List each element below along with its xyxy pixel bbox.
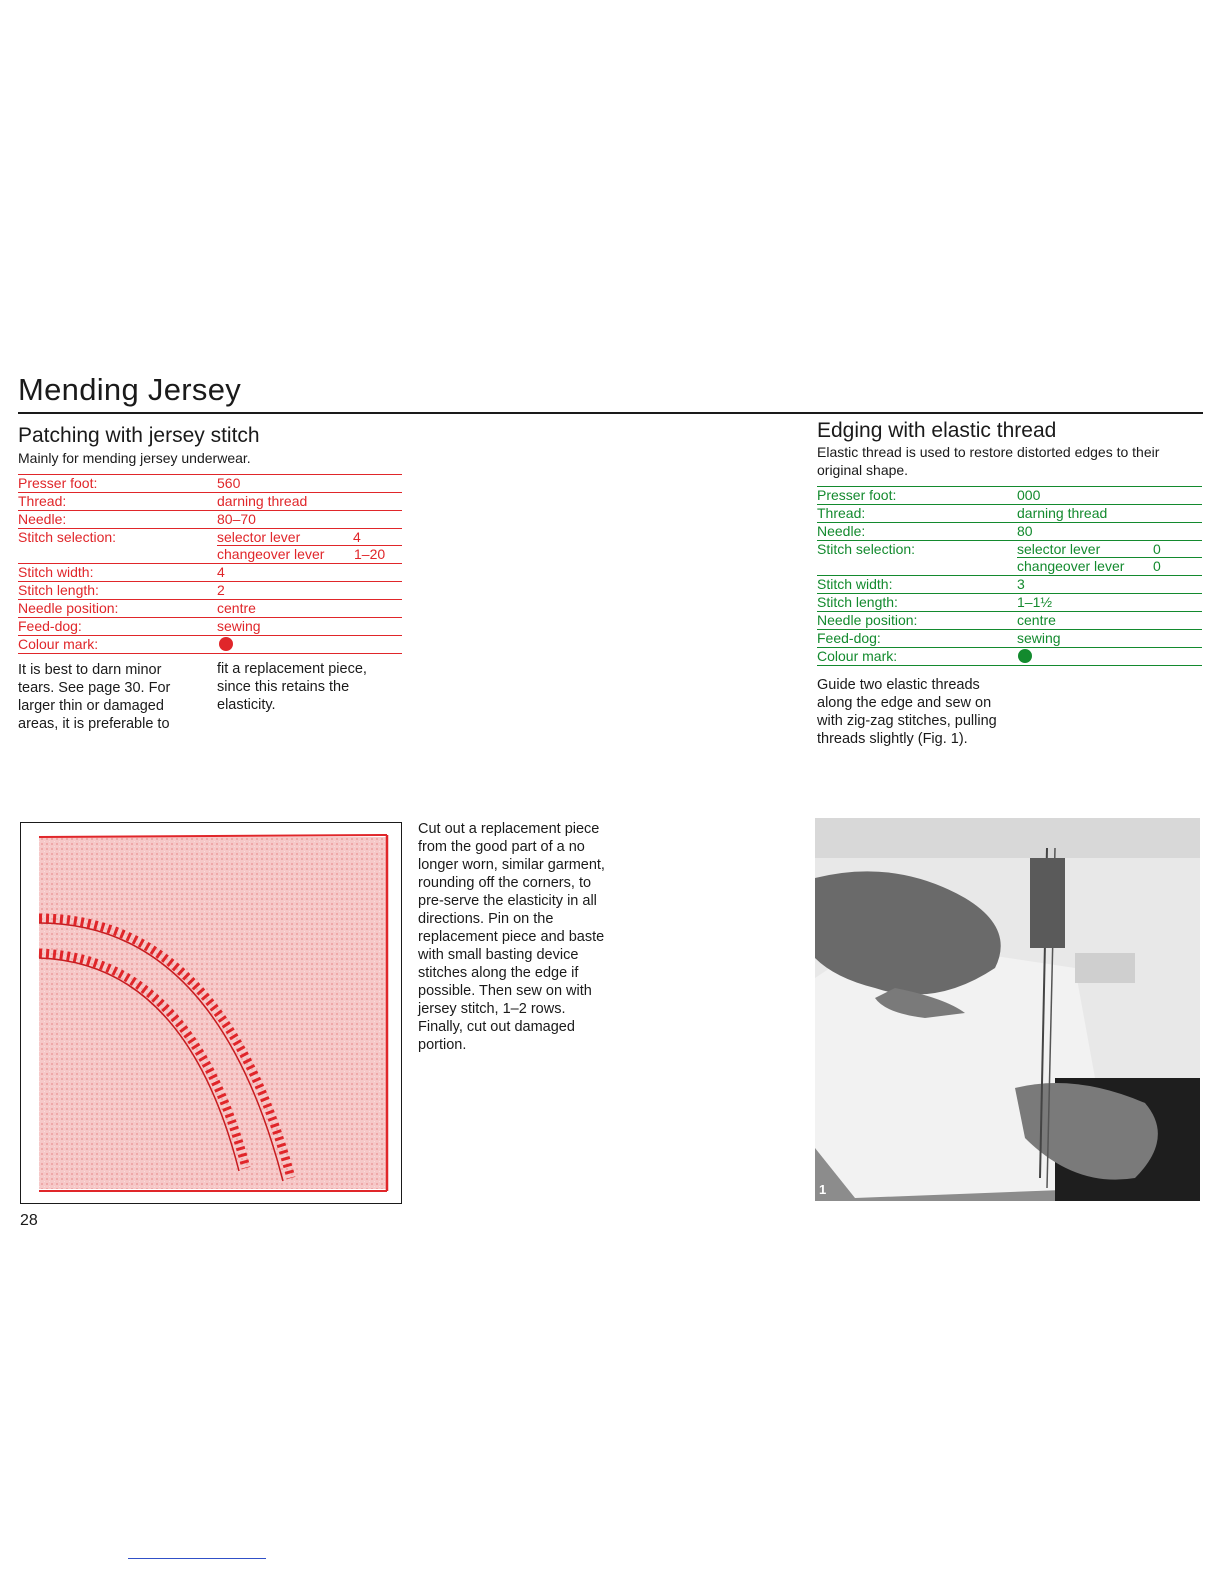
left-settings-table <box>18 474 402 654</box>
page-title: Mending Jersey <box>18 372 242 407</box>
left-instructions: Cut out a replacement piece from the good part of a no longer worn, similar garment, rounding off the corners, to pre-serve the elasticity in all directions. Pin on the replacement piece and baste with small basting device stitches along the edge if possible. Then sew on with jersey stitch, 1–2 rows. Finally, cut out damaged portion. <box>418 821 605 1053</box>
right-body: Guide two elastic threads along the edge and sew on with zig-zag stitches, pulling threads slightly (Fig. 1). <box>817 677 997 747</box>
setting-value: darning thread <box>217 493 308 509</box>
figure-label: 1 <box>819 1182 827 1197</box>
setting-row-needle <box>18 511 402 529</box>
setting-value: 000 <box>1017 487 1041 503</box>
setting-value: centre <box>217 600 256 616</box>
sub-divider <box>1017 557 1202 558</box>
page-number: 28 <box>20 1212 38 1229</box>
footer-divider <box>128 1558 266 1559</box>
setting-value: 4 <box>217 564 225 580</box>
setting-label: Needle position: <box>18 600 119 616</box>
setting-row-stitch-length <box>817 594 1202 612</box>
setting-row-presser-foot <box>18 474 402 493</box>
setting-value: darning thread <box>1017 505 1108 521</box>
sewing-photo-figure-1 <box>815 818 1200 1201</box>
setting-label: Thread: <box>817 505 866 521</box>
setting-label: Presser foot: <box>18 475 98 491</box>
setting-label: Colour mark: <box>817 648 898 664</box>
jersey-patch-illustration <box>20 822 402 1204</box>
left-section-intro: Mainly for mending jersey underwear. <box>18 450 251 466</box>
setting-label: Stitch selection: <box>817 541 916 557</box>
setting-value-selector: selector lever <box>217 529 301 545</box>
setting-value: 1–1½ <box>1017 594 1053 610</box>
setting-value: 80–70 <box>217 511 256 527</box>
setting-row-stitch-width <box>18 564 402 582</box>
setting-label: Stitch length: <box>18 582 99 598</box>
left-body-col2: fit a replacement piece, since this retains the elasticity. <box>217 661 367 713</box>
setting-label: Thread: <box>18 493 67 509</box>
setting-row-thread <box>18 493 402 511</box>
setting-value: sewing <box>217 618 261 634</box>
setting-label: Stitch selection: <box>18 529 117 545</box>
setting-value-changeover: changeover lever <box>217 546 325 562</box>
setting-row-stitch-width <box>817 576 1202 594</box>
setting-row-needle <box>817 523 1202 541</box>
setting-row-colour-mark <box>817 648 1202 666</box>
setting-label: Feed-dog: <box>18 618 82 634</box>
setting-row-presser-foot <box>817 486 1202 505</box>
setting-value: 2 <box>217 582 225 598</box>
right-settings-table <box>817 486 1202 666</box>
colour-mark-dot-icon <box>1018 649 1032 663</box>
setting-label: Needle: <box>18 511 67 527</box>
setting-label: Stitch width: <box>18 564 94 580</box>
setting-row-needle-position <box>817 612 1202 630</box>
setting-value-changeover: changeover lever <box>1017 558 1125 574</box>
setting-number-selector: 4 <box>353 529 361 545</box>
left-body-col1: It is best to darn minor tears. See page 30. For larger thin or damaged areas, it is preferable to <box>18 662 171 732</box>
setting-value: sewing <box>1017 630 1061 646</box>
setting-row-colour-mark <box>18 636 402 654</box>
setting-row-stitch-length <box>18 582 402 600</box>
setting-value: centre <box>1017 612 1056 628</box>
colour-mark-dot-icon <box>219 637 233 651</box>
setting-row-feed-dog <box>18 618 402 636</box>
setting-row-needle-position <box>18 600 402 618</box>
setting-value: 80 <box>1017 523 1033 539</box>
setting-label: Stitch width: <box>817 576 893 592</box>
setting-number-changeover: 0 <box>1153 558 1161 574</box>
setting-row-stitch-selection <box>18 529 402 564</box>
setting-value: 560 <box>217 475 241 491</box>
setting-label: Stitch length: <box>817 594 898 610</box>
setting-row-feed-dog <box>817 630 1202 648</box>
setting-label: Needle: <box>817 523 866 539</box>
setting-label: Presser foot: <box>817 487 897 503</box>
setting-number-selector: 0 <box>1153 541 1161 557</box>
right-section-heading: Edging with elastic thread <box>817 419 1057 442</box>
sub-divider <box>217 545 402 546</box>
setting-value-selector: selector lever <box>1017 541 1101 557</box>
setting-row-thread <box>817 505 1202 523</box>
setting-value: 3 <box>1017 576 1025 592</box>
setting-label: Feed-dog: <box>817 630 881 646</box>
hands-sewing-photo-icon <box>815 818 1200 1201</box>
setting-number-changeover: 1–20 <box>354 546 386 562</box>
setting-label: Needle position: <box>817 612 918 628</box>
title-divider <box>18 412 1203 414</box>
left-section-heading: Patching with jersey stitch <box>18 424 260 447</box>
jersey-stitch-diagram-icon <box>21 823 400 1202</box>
setting-row-stitch-selection <box>817 541 1202 576</box>
right-section-intro: Elastic thread is used to restore distorted edges to their original shape. <box>817 444 1160 478</box>
setting-label: Colour mark: <box>18 636 99 652</box>
